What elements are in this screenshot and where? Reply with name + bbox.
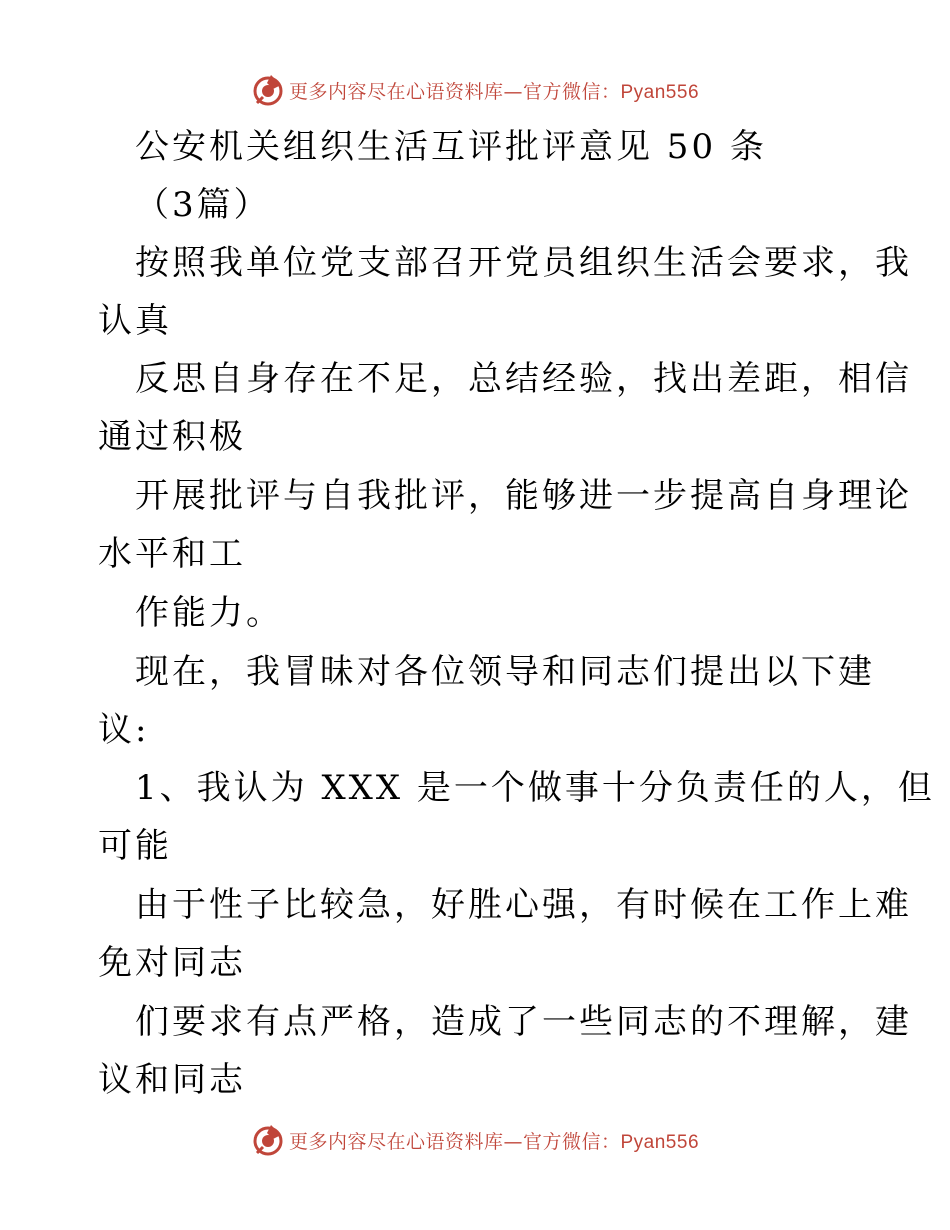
paragraph-line: 由于性子比较急，好胜心强，有时候在工作上难 xyxy=(135,885,912,925)
watermark-separator: — xyxy=(503,1130,523,1153)
paragraph-line: 反思自身存在不足，总结经验，找出差距，相信 xyxy=(135,359,912,399)
watermark-id-text: Pyan556 xyxy=(620,81,700,103)
watermark-site-text: 更多内容尽在心语资料库 xyxy=(288,1130,504,1153)
watermark-channel-text: 官方微信： xyxy=(522,1130,621,1153)
paragraph-line: 们要求有点严格，造成了一些同志的不理解，建 xyxy=(135,1002,912,1042)
paragraph-line: 可能 xyxy=(98,826,172,866)
document-subtitle: （3篇） xyxy=(135,185,271,225)
paragraph-line: 通过积极 xyxy=(98,417,246,457)
paragraph-line: 认真 xyxy=(98,301,172,341)
paragraph-line: 按照我单位党支部召开党员组织生活会要求，我 xyxy=(135,243,912,283)
watermark-site-text: 更多内容尽在心语资料库 xyxy=(288,80,504,103)
paragraph-line: 1、我认为 XXX 是一个做事十分负责任的人，但 xyxy=(135,768,935,808)
paragraph-line: 议和同志 xyxy=(98,1060,246,1100)
watermark-channel-text: 官方微信： xyxy=(522,80,621,103)
watermark-separator: — xyxy=(503,80,523,103)
paragraph-line: 水平和工 xyxy=(98,534,246,574)
paragraph-line: 议: xyxy=(98,710,150,750)
document-title: 公安机关组织生活互评批评意见 50 条 xyxy=(135,127,767,167)
watermark-id-text: Pyan556 xyxy=(620,1131,700,1153)
header-watermark xyxy=(0,70,950,110)
footer-watermark xyxy=(0,1120,950,1160)
paragraph-line: 现在，我冒昧对各位领导和同志们提出以下建 xyxy=(135,652,875,692)
pen-seal-logo-icon xyxy=(251,1123,285,1157)
paragraph-line: 作能力。 xyxy=(135,593,283,633)
pen-seal-logo-icon xyxy=(251,73,285,107)
paragraph-line: 开展批评与自我批评，能够进一步提高自身理论 xyxy=(135,476,912,516)
paragraph-line: 免对同志 xyxy=(98,943,246,983)
